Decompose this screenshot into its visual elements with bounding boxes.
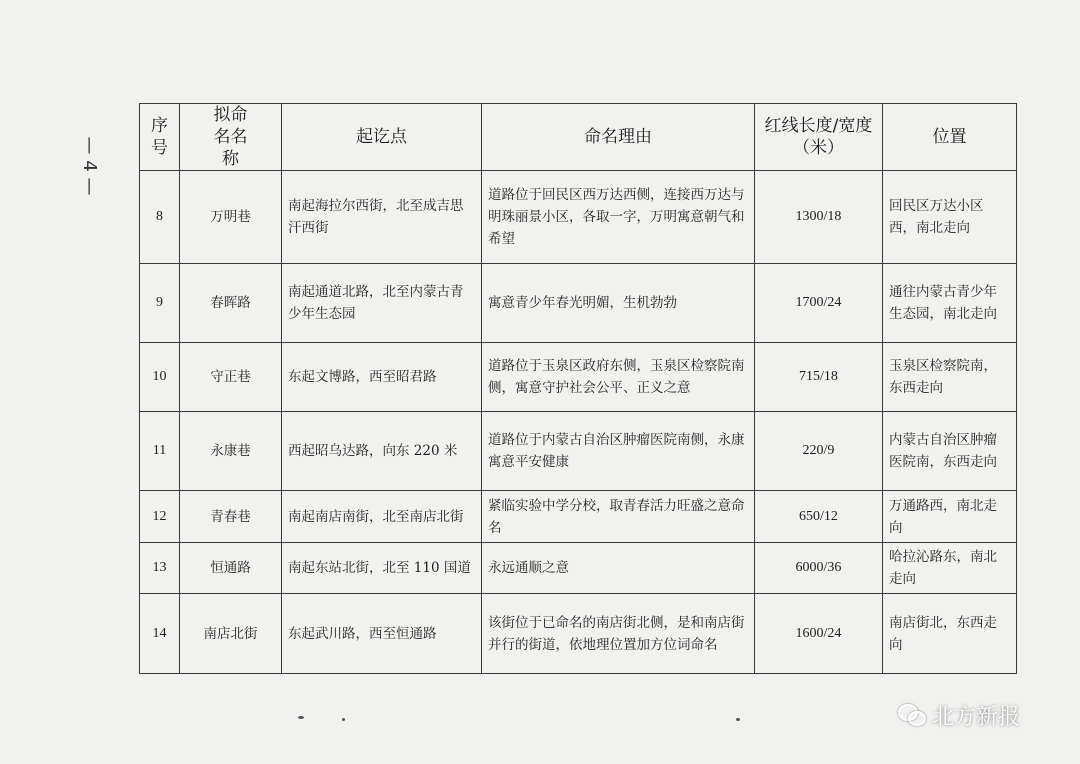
row-location: 内蒙古自治区肿瘤医院南，东西走向 — [883, 412, 1017, 491]
row-no: 9 — [140, 264, 180, 343]
row-name: 守正巷 — [180, 343, 282, 412]
row-no: 13 — [140, 543, 180, 594]
header-span: 起讫点 — [282, 104, 482, 171]
row-span: 西起昭乌达路，向东 220 米 — [282, 412, 482, 491]
row-reason: 道路位于内蒙古自治区肿瘤医院南侧，永康寓意平安健康 — [482, 412, 755, 491]
row-span: 东起文博路，西至昭君路 — [282, 343, 482, 412]
row-size: 1300/18 — [755, 171, 883, 264]
header-reason: 命名理由 — [482, 104, 755, 171]
row-no: 12 — [140, 491, 180, 543]
row-reason: 该街位于已命名的南店街北侧，是和南店街并行的街道，依地理位置加方位词命名 — [482, 594, 755, 674]
row-reason: 寓意青少年春光明媚，生机勃勃 — [482, 264, 755, 343]
row-size: 6000/36 — [755, 543, 883, 594]
row-location: 通往内蒙古青少年生态园，南北走向 — [883, 264, 1017, 343]
row-no: 11 — [140, 412, 180, 491]
table-row — [140, 343, 1017, 412]
row-size: 715/18 — [755, 343, 883, 412]
row-name: 南店北街 — [180, 594, 282, 674]
row-location: 万通路西，南北走向 — [883, 491, 1017, 543]
table-row — [140, 412, 1017, 491]
scan-speck — [736, 718, 740, 721]
header-location: 位置 — [883, 104, 1017, 171]
row-location: 哈拉沁路东，南北走向 — [883, 543, 1017, 594]
row-span: 南起东站北街，北至 110 国道 — [282, 543, 482, 594]
table-row — [140, 171, 1017, 264]
row-reason: 道路位于玉泉区政府东侧，玉泉区检察院南侧，寓意守护社会公平、正义之意 — [482, 343, 755, 412]
row-size: 1700/24 — [755, 264, 883, 343]
header-name: 拟命名名称 — [180, 104, 282, 171]
table-row — [140, 594, 1017, 674]
wechat-icon — [898, 704, 926, 726]
row-reason: 紧临实验中学分校，取青春活力旺盛之意命名 — [482, 491, 755, 543]
row-name: 恒通路 — [180, 543, 282, 594]
table-header-row — [140, 104, 1017, 171]
row-no: 8 — [140, 171, 180, 264]
row-reason: 永远通顺之意 — [482, 543, 755, 594]
row-name: 春晖路 — [180, 264, 282, 343]
row-span: 南起海拉尔西街，北至成吉思汗西街 — [282, 171, 482, 264]
road-naming-table — [139, 103, 1017, 674]
table-row — [140, 491, 1017, 543]
header-size: 红线长度/宽度（米） — [755, 104, 883, 171]
row-location: 南店街北，东西走向 — [883, 594, 1017, 674]
row-name: 永康巷 — [180, 412, 282, 491]
scan-speck — [298, 716, 304, 719]
table-row — [140, 543, 1017, 594]
row-name: 青春巷 — [180, 491, 282, 543]
row-location: 玉泉区检察院南，东西走向 — [883, 343, 1017, 412]
row-no: 10 — [140, 343, 180, 412]
row-size: 1600/24 — [755, 594, 883, 674]
row-reason: 道路位于回民区西万达西侧，连接西万达与明珠丽景小区，各取一字，万明寓意朝气和希望 — [482, 171, 755, 264]
table-row — [140, 264, 1017, 343]
watermark-text: 北方新报 — [932, 704, 1021, 730]
row-no: 14 — [140, 594, 180, 674]
row-size: 650/12 — [755, 491, 883, 543]
header-no: 序号 — [140, 104, 180, 171]
row-name: 万明巷 — [180, 171, 282, 264]
row-span: 南起南店南街，北至南店北街 — [282, 491, 482, 543]
page-number: — 4 — — [79, 136, 101, 196]
row-span: 南起通道北路，北至内蒙古青少年生态园 — [282, 264, 482, 343]
row-span: 东起武川路，西至恒通路 — [282, 594, 482, 674]
row-location: 回民区万达小区西，南北走向 — [883, 171, 1017, 264]
row-size: 220/9 — [755, 412, 883, 491]
watermark — [898, 700, 1020, 730]
scan-speck — [342, 718, 345, 721]
